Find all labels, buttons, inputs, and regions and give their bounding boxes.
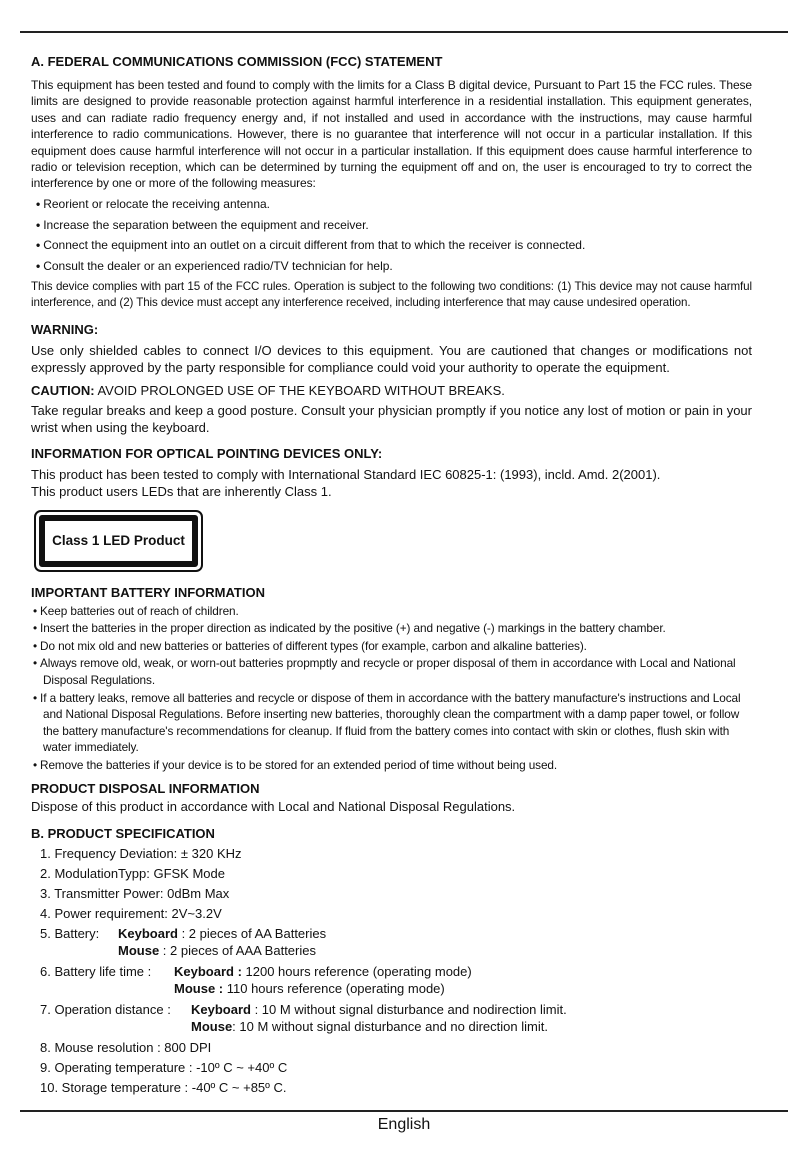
spec-item: 2. ModulationTypp: GFSK Mode (40, 865, 225, 881)
disposal-heading: PRODUCT DISPOSAL INFORMATION (31, 780, 260, 796)
mouse-value: : 2 pieces of AAA Batteries (159, 943, 316, 959)
battery-item: • Keep batteries out of reach of children. (31, 603, 752, 620)
fcc-measure: • Increase the separation between the equipment and receiver. (31, 217, 752, 233)
spec-battery-life (31, 963, 752, 998)
keyboard-label: Keyboard (191, 1001, 251, 1017)
spec-life-mouse (174, 980, 472, 998)
spec-item: 10. Storage temperature : -40º C ~ +85º C. (40, 1079, 287, 1095)
spec-heading: B. PRODUCT SPECIFICATION (31, 825, 215, 841)
spec-distance-keyboard (191, 1001, 567, 1019)
document-body (31, 53, 752, 1098)
fcc-measure: • Consult the dealer or an experienced radio/TV technician for help. (31, 258, 752, 274)
spec-distance-mouse (191, 1018, 567, 1036)
fcc-measure: • Reorient or relocate the receiving antenna. (31, 196, 752, 212)
optical-class: This product users LEDs that are inherently Class 1. (31, 483, 332, 499)
spec-item: 8. Mouse resolution : 800 DPI (40, 1039, 212, 1055)
caution-line (31, 382, 752, 399)
spec-battery (31, 925, 752, 960)
fcc-heading: A. FEDERAL COMMUNICATIONS COMMISSION (FCC) STATEMENT (31, 54, 443, 69)
class1-led-badge (34, 510, 203, 572)
class1-led-label: Class 1 LED Product (39, 515, 198, 567)
spec-distance-label: 7. Operation distance : (40, 1001, 171, 1017)
mouse-label: Mouse (191, 1019, 233, 1035)
mouse-value: : 10 M without signal disturbance and no direction limit. (232, 1019, 548, 1035)
keyboard-label: Keyboard (118, 925, 178, 941)
battery-item: • Remove the batteries if your device is to be stored for an extended period of time without being used. (31, 757, 752, 774)
caution-text: AVOID PROLONGED USE OF THE KEYBOARD WITHOUT BREAKS. (94, 382, 505, 398)
mouse-label: Mouse (118, 943, 160, 959)
keyboard-value: : 2 pieces of AA Batteries (177, 925, 327, 941)
battery-item: • If a battery leaks, remove all batteries and recycle or dispose of them in accordance with the battery manufacture's instructions and Local and National Disposal Regulations. Before inserting new batteries, thoroughly clean the compartment with a damp paper towel, or follow the battery manufacture's recommendations for cleanup. If fluid from the battery comes into contact with skin or clothes, flush skin with water immediately. (31, 690, 752, 756)
keyboard-value: : 10 M without signal disturbance and nodirection limit. (250, 1001, 567, 1017)
spec-life-label: 6. Battery life time : (40, 963, 152, 979)
footer-language: English (377, 1116, 431, 1133)
spec-item: 4. Power requirement: 2V~3.2V (40, 905, 222, 921)
caution-advice: Take regular breaks and keep a good posture. Consult your physician promptly if you notice any lost of motion or pain in your wrist when using the keyboard. (31, 402, 752, 435)
battery-item: • Always remove old, weak, or worn-out batteries propmptly and recycle or proper disposal of them in accordance with Local and National Disposal Regulations. (31, 655, 752, 688)
fcc-compliance: This device complies with part 15 of the FCC rules. Operation is subject to the following two conditions: (1) This device may not cause harmful interference, and (2) This device must accept any interference received, including interference that may cause undesired operation. (31, 279, 752, 310)
optical-standard: This product has been tested to comply with International Standard IEC 60825-1: (1993), incld. Amd. 2(2001). (31, 466, 661, 482)
keyboard-label: Keyboard : (174, 963, 242, 979)
bottom-rule (20, 1110, 788, 1112)
warning-text: Use only shielded cables to connect I/O devices to this equipment. You are cautioned that changes or modifications not expressly approved by the party responsible for compliance could void your authority to operate the equipment. (31, 342, 752, 375)
battery-heading: IMPORTANT BATTERY INFORMATION (31, 584, 265, 600)
battery-item: • Insert the batteries in the proper direction as indicated by the positive (+) and negative (-) markings in the battery chamber. (31, 620, 752, 637)
mouse-value: 110 hours reference (operating mode) (223, 981, 445, 997)
caution-label: CAUTION: (31, 382, 95, 398)
spec-battery-mouse (118, 942, 326, 960)
warning-heading: WARNING: (31, 321, 99, 337)
disposal-text: Dispose of this product in accordance with Local and National Disposal Regulations. (31, 798, 516, 814)
optical-heading: INFORMATION FOR OPTICAL POINTING DEVICES ONLY: (31, 445, 383, 461)
spec-battery-keyboard (118, 925, 326, 943)
spec-item: 9. Operating temperature : -10º C ~ +40º C (40, 1059, 288, 1075)
spec-item: 1. Frequency Deviation: ± 320 KHz (40, 845, 242, 861)
fcc-intro: This equipment has been tested and found to comply with the limits for a Class B digital device, Pursuant to Part 15 the FCC rules. These limits are designed to provide reasonable protection against harmful interference in a residential installation. This equipment generates, uses and can radiate radio frequency energy and, if not installed and used in accordance with the instructions, may cause harmful interference to radio communications. However, there is no guarantee that interference will not occur in a particular installation. If this equipment does cause harmful interference will not occur in a particular installation. If this equipment does cause harmful interference to radio or television reception, which can be determined by turning the equipment off and on, the user is encouraged to try to correct the interference by one or more of the following measures: (31, 78, 752, 191)
top-rule (20, 31, 788, 33)
battery-item: • Do not mix old and new batteries or batteries of different types (for example, carbon and alkaline batteries). (31, 638, 752, 655)
spec-battery-label: 5. Battery: (40, 925, 100, 941)
spec-operation-distance (31, 1001, 752, 1036)
fcc-measure: • Connect the equipment into an outlet on a circuit different from that to which the receiver is connected. (31, 237, 752, 253)
spec-life-keyboard (174, 963, 472, 981)
keyboard-value: 1200 hours reference (operating mode) (241, 963, 472, 979)
spec-item: 3. Transmitter Power: 0dBm Max (40, 885, 230, 901)
mouse-label: Mouse : (174, 981, 224, 997)
